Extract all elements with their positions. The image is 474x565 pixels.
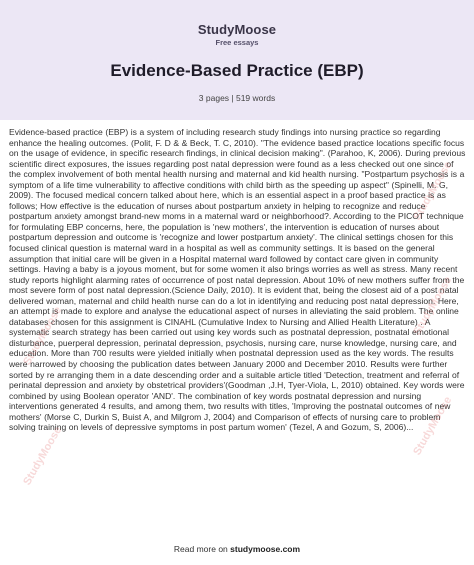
footer (0, 544, 474, 554)
essay-paragraph: Evidence-based practice (EBP) is a system of including research study findings into nursing practice so regarding enhance the healing outcomes. (Polit, F. D & & Beck, T. C, 2010). "The evidence based practice locations specific focus on the usage of evidence, in specific research findings, in clinical decision making". (Parahoo, K, 2006). During previous scientific direct exposures, the issues regarding post natal depression were found as a less checked out one since of the complex involvement of both mental health nursing and maternal and kid health nursing. "Postpartum psychosis is a symptom of a life time vulnerability to affective conditions with child birth as the speeding up aspect" (Spinelli, M. G, 2009). The focused medical concern talked about here, which is an essential aspect in a proof based practice is as follows; How effective is the education of nurses about postpartum anxiety in helping to recognize and reduce postpartum anxiety amongst brand-new moms in a maternal ward or neighborhood?. According to the PICOT technique for formulating EBP concerns, here, the population is 'new mothers', the intervention is education of nurses about postpartum depression and outcome is 'recognize and lower postpartum anxiety'. The clinical settings chosen for this focused clinical question is maternal ward in a hospital as well as community settings. It is based on the general assumption that initial care will be given in a Hospital maternal ward followed by contact care given in community settings. Having a baby is a joyous moment, but for some women it also brings worries as well as stress. Many recent study reports highlight alarming rates of occurrence of post natal depression. About 10% of new mothers suffer from the most severe form of post natal depression.(Science Daily, 2010). It is evident that, being the closest aid of a post natal delivered woman, maternal and child health nurse can do a lot in identifying and reducing post natal depression. Here, an attempt is made to explore and analyse the educational aspect of nurses in alleviating the said problem. The online databases chosen for this assignment is CINAHL (Cumulative Index to Nursing and Allied Health Literature) . A systematic search strategy has been carried out using key words such as postnatal depression, postnatal emotional disturbance, puerperal depression, perinatal depression, psychosis, nursing care, nurse knowledge, nursing care, and education. More than 700 results were yielded initially when postnatal depression used as the key words. The results were narrowed by choosing the publication dates between January 2000 and December 2010. Results were further sorted by re arranging them in a date descending order and a suitable article titled 'Detection, treatment and referral of perinatal depression and anxiety by obstetrical providers'(Goodman ,J.H, Tyer-Viola, L, 2010) obtained. Key words were combined by using Boolean operator 'AND'. The combination of key words postnatal depression and nursing interventions generated 4 results, and among them, two results with titles, 'Improving the postnatal outcomes of new mothers' (Morse C, Durkin S, Buist A, and Milgrom J, 2004) and Comparison of effects of nursing care to problem solving training on levels of depressive symptoms in post partum women' (Tezel, A and Gozum, S, 2006)... (9, 127, 466, 433)
footer-link[interactable]: studymoose.com (230, 544, 301, 554)
footer-prefix: Read more on (173, 544, 231, 554)
watermark-logo: StudyMoose (411, 159, 455, 223)
watermark-logo: StudyMoose (21, 424, 65, 488)
watermark-logo: StudyMoose (21, 304, 65, 368)
watermark-logo: StudyMoose (411, 274, 455, 338)
header-banner (0, 0, 474, 120)
site-tagline: Free essays (215, 38, 259, 47)
essay-body (9, 127, 467, 541)
essay-meta: 3 pages | 519 words (198, 93, 276, 103)
watermark-logo: StudyMoose (411, 394, 455, 458)
page-title: Evidence-Based Practice (EBP) (110, 61, 364, 80)
site-logo[interactable]: StudyMoose (197, 22, 277, 37)
